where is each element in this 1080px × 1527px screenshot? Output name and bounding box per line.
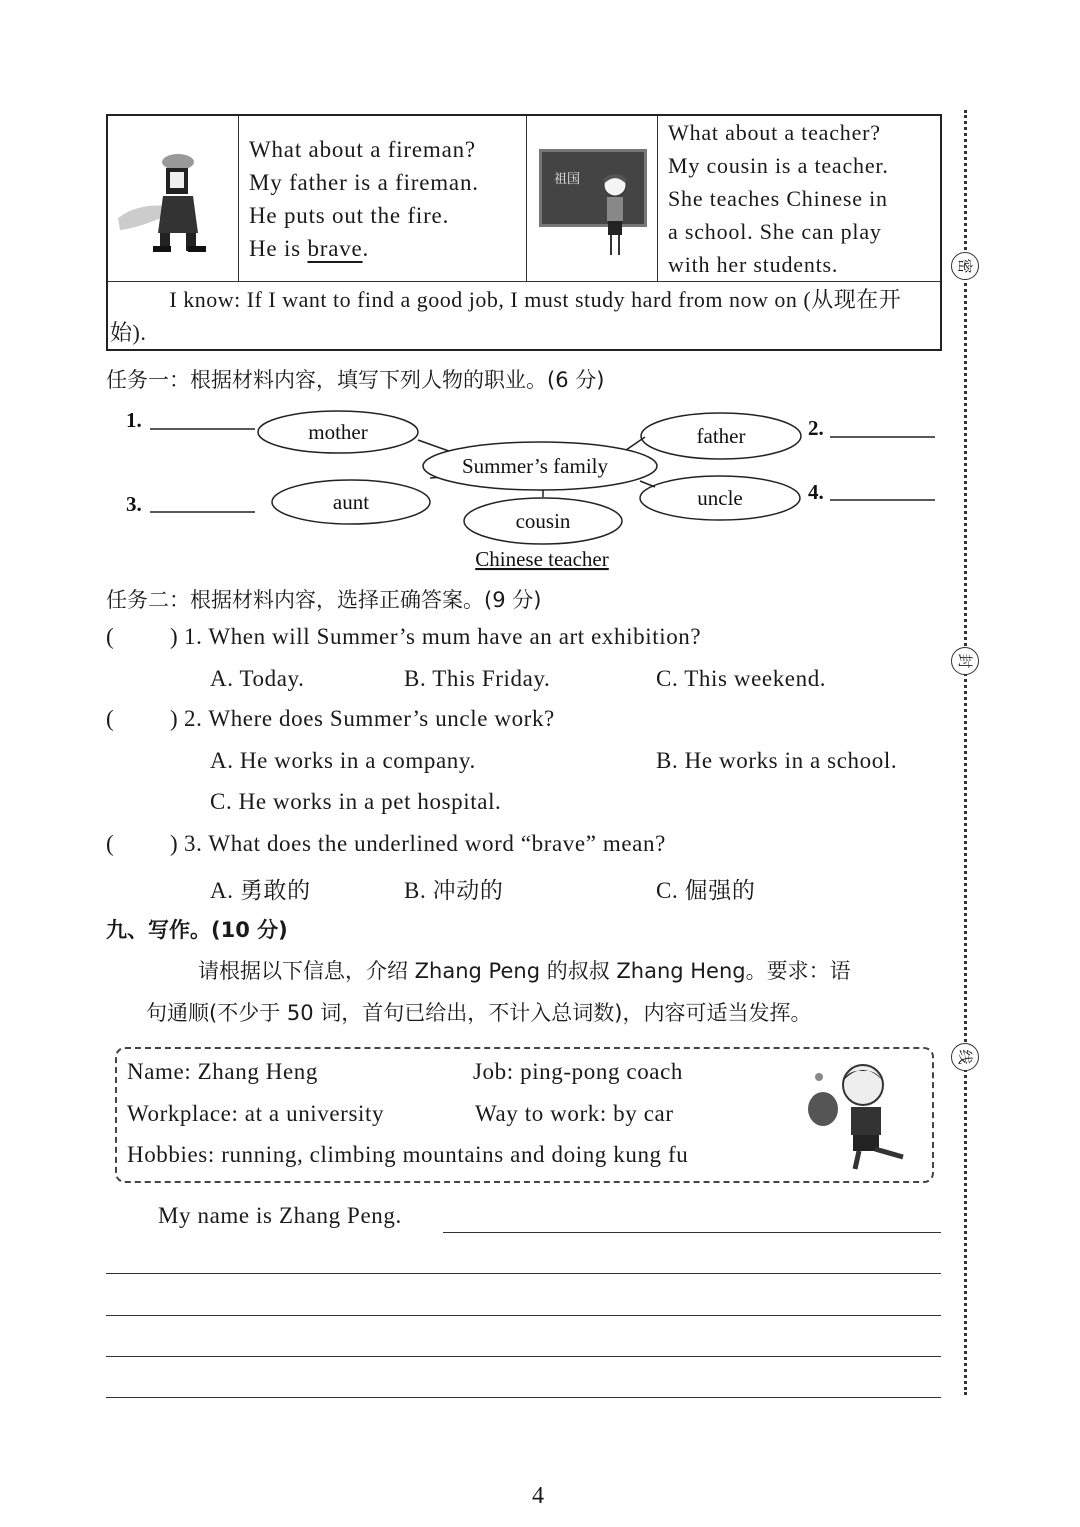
info-hobbies: Hobbies: running, climbing mountains and doing kung fu: [127, 1142, 689, 1167]
info-box: [115, 1047, 934, 1183]
text-line: [249, 232, 526, 265]
writing-line[interactable]: [443, 1232, 941, 1233]
writing-instruction-line-1: 请根据以下信息，介绍 Zhang Peng 的叔叔 Zhang Heng。要求：语: [198, 959, 851, 983]
text-line: What about a teacher?: [668, 120, 881, 145]
option-c: C. He works in a pet hospital.: [210, 789, 502, 814]
writing-line[interactable]: [106, 1273, 941, 1274]
blank-3-label: 3.: [126, 492, 142, 516]
node-uncle: uncle: [697, 486, 743, 510]
fireman-picture-cell: [107, 115, 239, 282]
text-fragment: .: [362, 235, 370, 261]
text-fragment: He is: [249, 235, 308, 261]
answer-paren-close: ): [170, 831, 179, 856]
node-aunt: aunt: [332, 490, 370, 514]
answer-paren-close: ): [170, 624, 179, 649]
conclusion-text: I know: If I want to find a good job, I must study hard from now on (从现在开始).: [110, 286, 902, 345]
text-line: a school. She can play: [668, 219, 882, 244]
node-father: father: [696, 424, 746, 448]
teacher-picture-cell: [527, 115, 658, 282]
blank-2-label: 2.: [808, 416, 824, 440]
option-a: A. 勇敢的: [210, 878, 311, 903]
text-line: with her students.: [668, 252, 839, 277]
ping-pong-boy-illustration: [805, 1057, 915, 1175]
text-line: My father is a fireman.: [249, 169, 479, 195]
info-job: Job: ping-pong coach: [473, 1059, 684, 1084]
page-number: 4: [532, 1483, 544, 1509]
question-text: 1. When will Summer’s mum have an art exhibition?: [184, 624, 702, 649]
writing-first-sentence: My name is Zhang Peng.: [158, 1203, 402, 1228]
writing-line[interactable]: [106, 1356, 941, 1357]
text-line: She teaches Chinese in: [668, 186, 888, 211]
node-center: Summer’s family: [461, 454, 609, 478]
node-mother: mother: [308, 420, 368, 444]
example-answer: Chinese teacher: [475, 547, 609, 571]
writing-line[interactable]: [106, 1315, 941, 1316]
question-text: 3. What does the underlined word “brave” mean?: [184, 831, 666, 856]
question-text: 2. Where does Summer’s uncle work?: [184, 706, 555, 731]
teacher-illustration: [595, 171, 635, 261]
seal-mark-feng: 封: [951, 647, 979, 675]
option-b: B. 冲动的: [404, 878, 504, 903]
option-c: C. 倔强的: [656, 878, 756, 903]
info-workplace: Workplace: at a university: [127, 1101, 385, 1126]
task2-heading: 任务二：根据材料内容，选择正确答案。(9 分): [106, 588, 542, 612]
conclusion-cell: [107, 282, 941, 351]
text-line: What about a fireman?: [249, 136, 476, 162]
text-line: He puts out the fire.: [249, 202, 450, 228]
seal-mark-mi: 密: [951, 252, 979, 280]
answer-paren-open[interactable]: (: [106, 831, 115, 856]
task1-heading: 任务一：根据材料内容，填写下列人物的职业。(6 分): [106, 368, 605, 392]
node-cousin: cousin: [515, 509, 571, 533]
option-c: C. This weekend.: [656, 666, 827, 691]
writing-instruction-line-2: 句通顺(不少于 50 词，首句已给出，不计入总词数)，内容可适当发挥。: [146, 1001, 812, 1025]
option-b: B. He works in a school.: [656, 748, 898, 773]
underlined-word-brave: brave: [307, 235, 363, 261]
info-way-to-work: Way to work: by car: [475, 1101, 674, 1126]
text-line: My cousin is a teacher.: [668, 153, 889, 178]
info-name: Name: Zhang Heng: [127, 1059, 318, 1084]
blank-4-label: 4.: [808, 480, 824, 504]
teacher-text-cell: [658, 115, 942, 282]
fireman-illustration: [108, 118, 238, 274]
seal-mark-xian: 线: [951, 1043, 979, 1071]
answer-paren-close: ): [170, 706, 179, 731]
writing-heading: 九、写作。(10 分): [106, 918, 288, 942]
option-a: A. He works in a company.: [210, 748, 476, 773]
binding-dotted-line: [964, 110, 967, 1395]
option-b: B. This Friday.: [404, 666, 551, 691]
answer-paren-open[interactable]: (: [106, 706, 115, 731]
family-mind-map: [0, 400, 1080, 580]
reading-material-table: [106, 114, 942, 351]
writing-line[interactable]: [106, 1397, 941, 1398]
blackboard-text: 祖国: [554, 171, 581, 187]
blank-1-label: 1.: [126, 408, 142, 432]
option-a: A. Today.: [210, 666, 305, 691]
answer-paren-open[interactable]: (: [106, 624, 115, 649]
fireman-text-cell: [239, 115, 527, 282]
